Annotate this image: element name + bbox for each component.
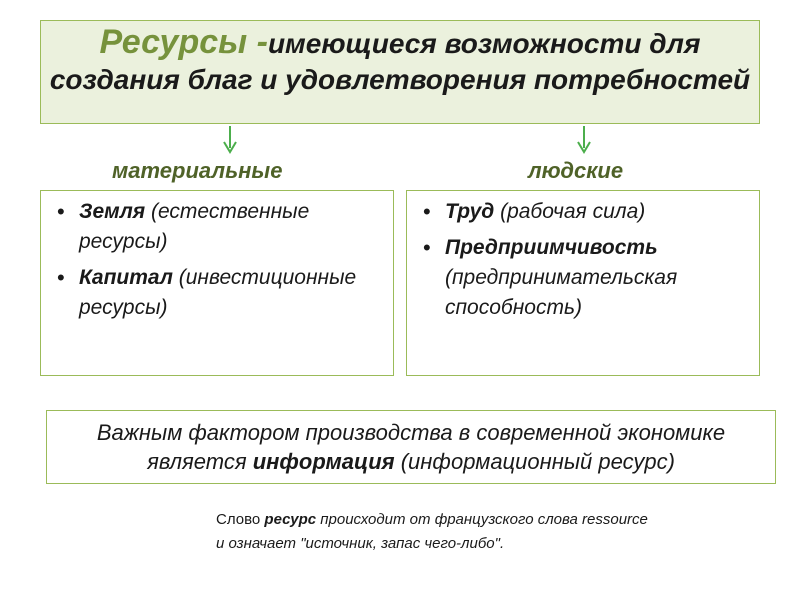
information-text — [46, 418, 776, 476]
info-line2 — [46, 447, 776, 476]
human-heading: людские — [528, 158, 624, 183]
info-line1: Важным фактором производства в современной экономике — [96, 420, 726, 445]
material-heading: материальные — [112, 158, 283, 183]
arrow-down-right-icon — [576, 126, 592, 154]
item-term: Земля — [79, 200, 146, 223]
item-term: Труд — [445, 200, 495, 223]
item-term: Предприимчивость — [445, 236, 658, 259]
etymology-note — [216, 508, 656, 556]
title-accent: Ресурсы - — [99, 23, 268, 61]
human-resources-box — [406, 190, 760, 376]
human-list — [407, 197, 759, 323]
info-keyword: информация — [252, 449, 395, 474]
definition-box — [40, 20, 760, 124]
list-item — [445, 233, 759, 323]
item-desc: (рабочая сила) — [494, 200, 646, 223]
item-desc: (предпринимательская способность) — [445, 266, 678, 319]
note-rest: происходит от французского слова ressource и означает "источник, запас чего-либо". — [216, 511, 648, 552]
info-line2-pre: является — [147, 449, 253, 474]
item-desc: (естественные ресурсы) — [79, 200, 310, 253]
note-pre: Слово — [216, 511, 265, 528]
list-item — [445, 197, 759, 227]
list-item — [79, 197, 393, 257]
item-desc: (инвестиционные ресурсы) — [79, 266, 357, 319]
list-item — [79, 263, 393, 323]
info-line2-post: (информационный ресурс) — [394, 449, 675, 474]
arrow-down-left-icon — [222, 126, 238, 154]
material-list — [41, 197, 393, 323]
note-word: ресурс — [264, 511, 317, 528]
material-resources-box — [40, 190, 394, 376]
item-term: Капитал — [79, 266, 173, 289]
title-definition: имеющиеся возможности для создания благ и удовлетворения потребностей — [49, 28, 751, 95]
